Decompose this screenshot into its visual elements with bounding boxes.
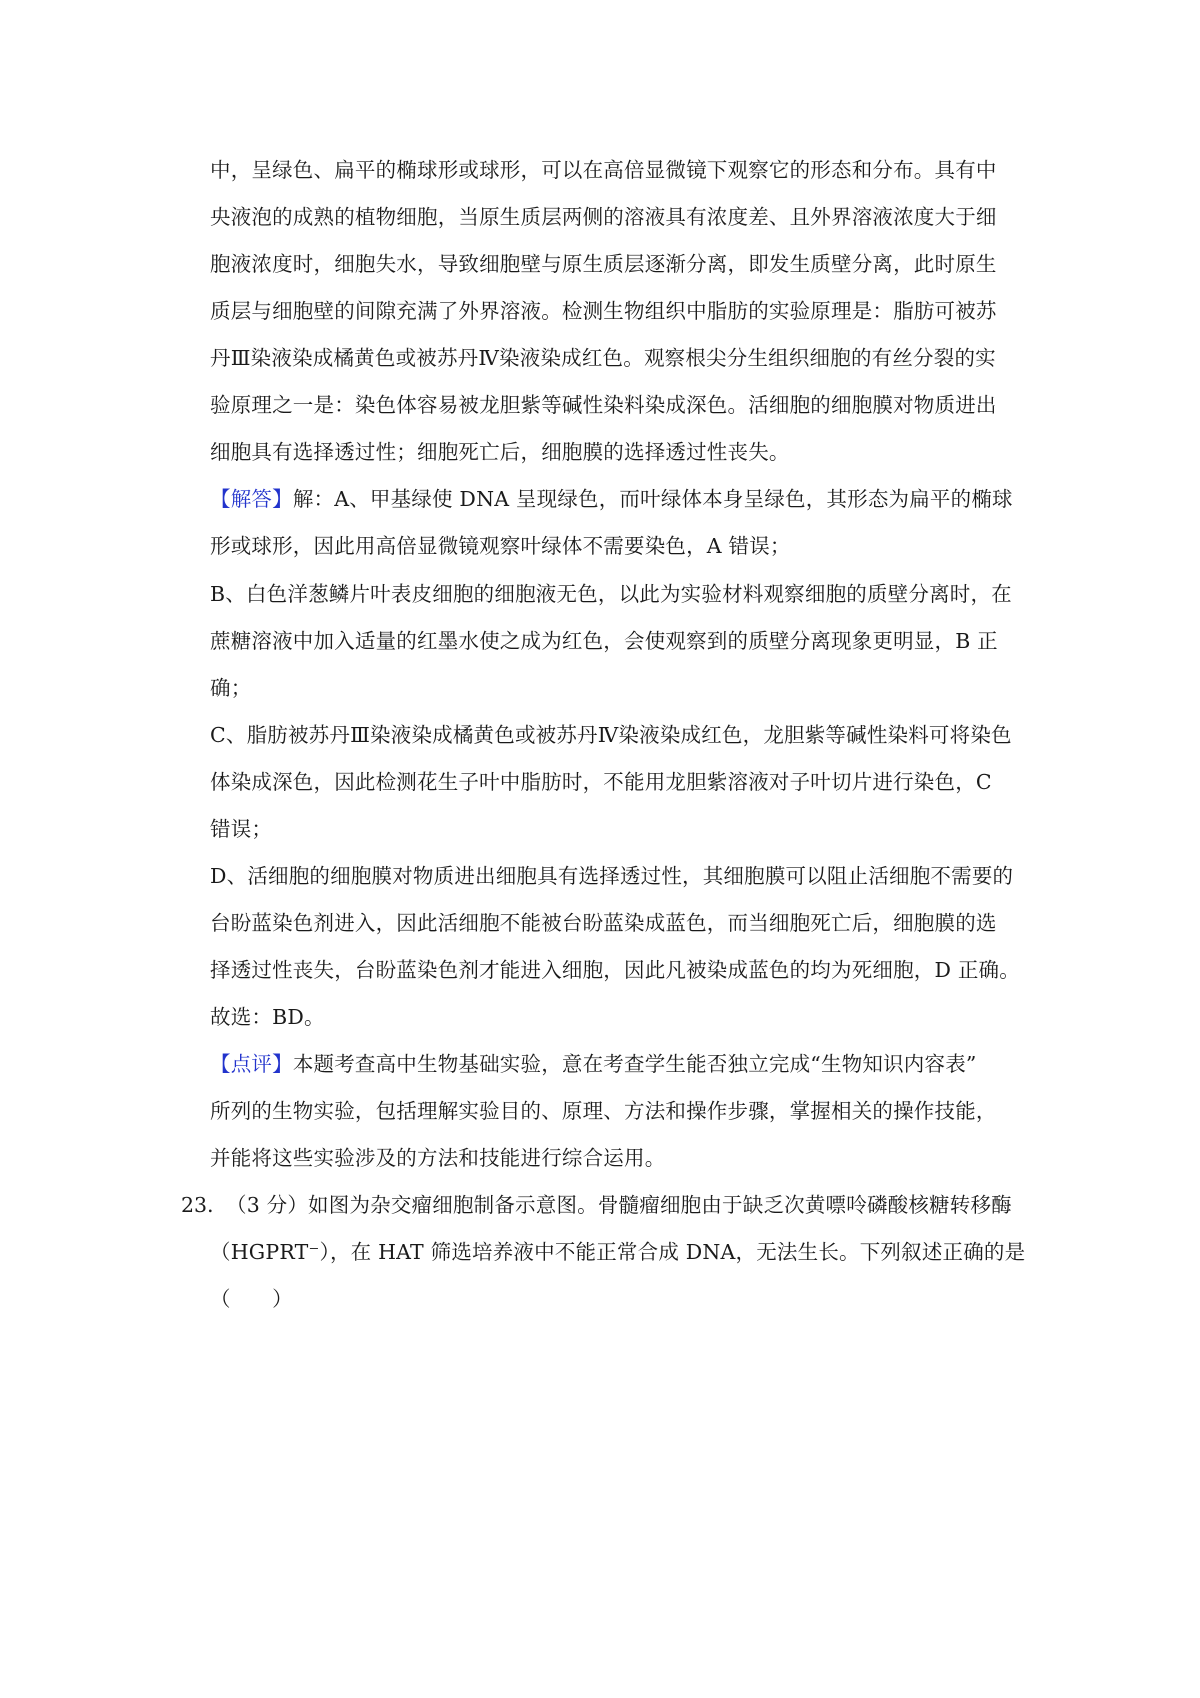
answer-line: 台盼蓝染色剂进入，因此活细胞不能被台盼蓝染成蓝色，而当细胞死亡后，细胞膜的选: [210, 911, 997, 935]
answer-line: 形或球形，因此用高倍显微镜观察叶绿体不需要染色，A 错误；: [210, 534, 791, 558]
explanation-line: 细胞具有选择透过性；细胞死亡后，细胞膜的选择透过性丧失。: [210, 440, 790, 464]
question-line: （3 分）如图为杂交瘤细胞制备示意图。骨髓瘤细胞由于缺乏次黄嘌呤磷酸核糖转移酶: [226, 1193, 1012, 1217]
question-number: 23．: [181, 1193, 228, 1217]
answer-line: 择透过性丧失，台盼蓝染色剂才能进入细胞，因此凡被染成蓝色的均为死细胞，D 正确。: [210, 958, 1020, 982]
explanation-line: 中，呈绿色、扁平的椭球形或球形，可以在高倍显微镜下观察它的形态和分布。具有中: [210, 158, 997, 182]
answer-line: 确；: [210, 676, 252, 700]
answer-line: 故选：BD。: [210, 1005, 325, 1029]
answer-line: 错误；: [210, 817, 273, 841]
answer-text: 解：A、甲基绿使 DNA 呈现绿色，而叶绿体本身呈绿色，其形态为扁平的椭球: [292, 487, 1013, 511]
answer-first-line: [210, 484, 1013, 514]
answer-line: 体染成深色，因此检测花生子叶中脂肪时，不能用龙胆紫溶液对子叶切片进行染色，C: [210, 770, 992, 794]
answer-line: C、脂肪被苏丹Ⅲ染液染成橘黄色或被苏丹Ⅳ染液染成红色，龙胆紫等碱性染料可将染色: [210, 723, 1012, 747]
comment-tag: 【点评】: [210, 1052, 293, 1076]
answer-line: D、活细胞的细胞膜对物质进出细胞具有选择透过性，其细胞膜可以阻止活细胞不需要的: [210, 864, 1014, 888]
comment-line: 所列的生物实验，包括理解实验目的、原理、方法和操作步骤，掌握相关的操作技能，: [210, 1099, 997, 1123]
comment-line: 并能将这些实验涉及的方法和技能进行综合运用。: [210, 1146, 666, 1170]
explanation-line: 胞液浓度时，细胞失水，导致细胞壁与原生质层逐渐分离，即发生质壁分离，此时原生: [210, 252, 997, 276]
comment-text: 本题考查高中生物基础实验，意在考查学生能否独立完成“生物知识内容表”: [292, 1052, 977, 1076]
explanation-line: 央液泡的成熟的植物细胞，当原生质层两侧的溶液具有浓度差、且外界溶液浓度大于细: [210, 205, 997, 229]
explanation-line: 质层与细胞壁的间隙充满了外界溶液。检测生物组织中脂肪的实验原理是：脂肪可被苏: [210, 299, 997, 323]
explanation-line: 验原理之一是：染色体容易被龙胆紫等碱性染料染成深色。活细胞的细胞膜对物质进出: [210, 393, 997, 417]
explanation-line: 丹Ⅲ染液染成橘黄色或被苏丹Ⅳ染液染成红色。观察根尖分生组织细胞的有丝分裂的实: [210, 346, 996, 370]
question-line: （ ）: [210, 1287, 293, 1311]
comment-first-line: [210, 1049, 977, 1079]
answer-line: B、白色洋葱鳞片叶表皮细胞的细胞液无色，以此为实验材料观察细胞的质壁分离时，在: [210, 582, 1012, 606]
answer-line: 蔗糖溶液中加入适量的红墨水使之成为红色，会使观察到的质壁分离现象更明显，B 正: [210, 629, 998, 653]
question-line: （HGPRT⁻），在 HAT 筛选培养液中不能正常合成 DNA，无法生长。下列叙述正确的是: [210, 1240, 1026, 1264]
answer-tag: 【解答】: [210, 487, 293, 511]
